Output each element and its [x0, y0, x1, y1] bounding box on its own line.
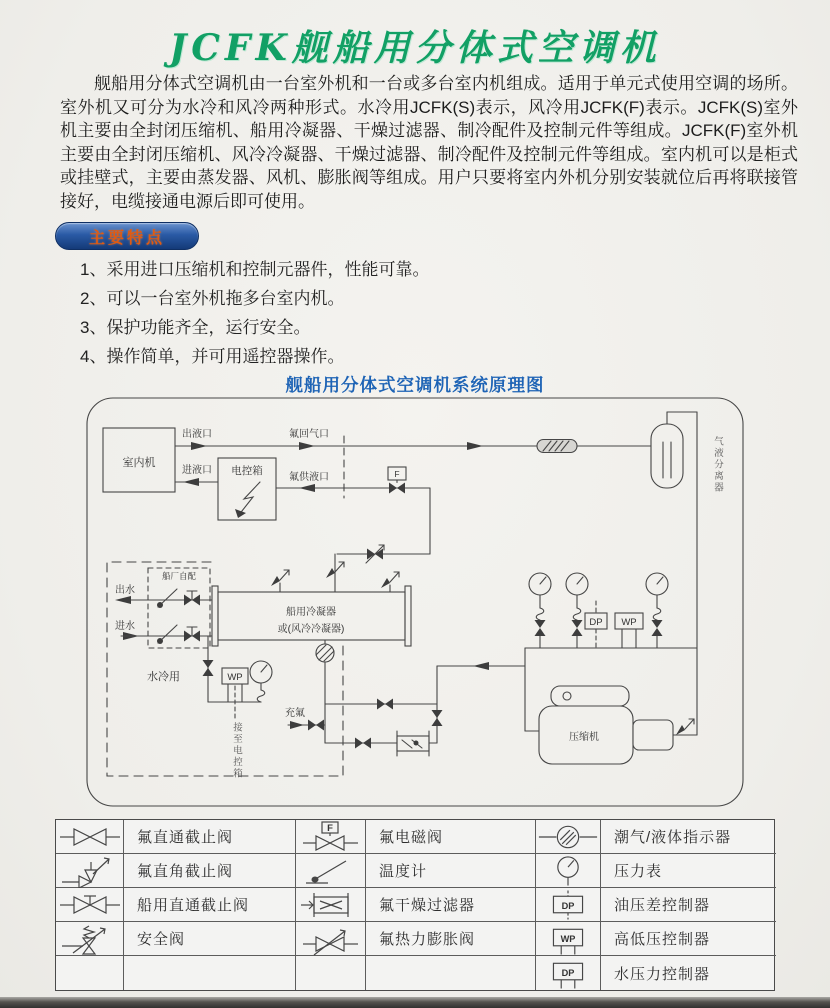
gas-liquid-separator-symbol — [651, 424, 683, 488]
water-pressure-controller-icon — [536, 956, 601, 990]
page-bottom-edge — [0, 997, 830, 1008]
svg-text:WP: WP — [227, 672, 243, 683]
feature-item: 3、保护功能齐全，运行安全。 — [80, 318, 311, 337]
filter-drier-symbol — [397, 731, 429, 756]
flow-arrow — [467, 442, 483, 450]
feature-item: 2、可以一台室外机拖多台室内机。 — [80, 289, 345, 308]
legend-label: 氟直通截止阀 — [124, 820, 296, 854]
oil-dp-controller-icon — [536, 888, 601, 922]
to-control-box-label: 接至电控箱 — [231, 722, 242, 780]
legend-label: 油压差控制器 — [601, 888, 776, 922]
compressor-symbol — [539, 686, 673, 764]
filter-drier-icon — [296, 888, 366, 922]
water-in-label: 进水 — [115, 621, 135, 632]
svg-text:DP: DP — [561, 900, 575, 911]
legend-label: 氟电磁阀 — [366, 820, 536, 854]
svg-text:DP: DP — [589, 617, 603, 628]
hl-pressure-controller-icon — [536, 922, 601, 956]
pressure-gauge-symbol — [566, 573, 588, 597]
legend-empty-cell — [124, 956, 296, 990]
flow-arrow — [299, 484, 315, 492]
stop-valve-symbol — [432, 710, 443, 726]
svg-text:DP: DP — [561, 967, 575, 978]
marine-stop-valve-symbol — [184, 591, 200, 606]
flow-arrow — [191, 442, 207, 450]
compressor-label: 压缩机 — [569, 732, 599, 743]
hl-pressure-controller-symbol — [615, 613, 643, 648]
pressure-gauge-icon — [536, 854, 601, 888]
legend-label: 潮气/液体指示器 — [601, 820, 776, 854]
marine-straight-stop-valve-icon — [56, 888, 124, 922]
safety-valve-icon — [56, 922, 124, 956]
svg-text:WP: WP — [560, 933, 576, 944]
legend-label: 安全阀 — [124, 922, 296, 956]
intro-paragraph: 舰船用分体式空调机由一台室外机和一台或多台室内机组成。适用于单元式使用空调的场所。室外机又可分为水冷和风冷两种形式。水冷用JCFK(S)表示，风冷用JCFK(F)表示。JCFK(S)室外机主要由全封闭压缩机、船用冷凝器、干燥过滤器、制冷配件及控制元件等组成。JCFK(F)室外机主要由全封闭压缩机、风冷冷凝器、干燥过滤器、制冷配件及控制元件等组成。室内机可以是柜式或挂壁式，主要由蒸发器、风机、膨胀阀等组成。用户只要将室内外机分别安装就位后再将联接管接好，电缆接通电源后即可使用。 — [60, 74, 798, 211]
liquid-out-label: 出液口 — [182, 429, 212, 440]
expansion-valve-symbol — [366, 545, 384, 563]
thermal-expansion-valve-icon — [296, 922, 366, 956]
water-cooled-label: 水冷用 — [147, 671, 180, 683]
legend-empty-cell — [296, 956, 366, 990]
stop-valve-symbol — [355, 738, 371, 749]
flow-arrow — [473, 662, 489, 670]
charge-valve-symbol — [308, 720, 324, 731]
stop-valve-symbol — [203, 660, 214, 676]
control-box-label: 电控箱 — [231, 465, 263, 477]
features-badge: 主要特点 — [55, 222, 199, 250]
solenoid-valve-symbol — [388, 467, 406, 494]
pressure-gauge-symbol — [646, 573, 668, 597]
moisture-liquid-indicator-icon — [536, 820, 601, 854]
legend-label: 氟热力膨胀阀 — [366, 922, 536, 956]
svg-text:WP: WP — [621, 617, 637, 628]
legend-empty-cell — [366, 956, 536, 990]
water-out-label: 出水 — [115, 585, 135, 596]
feature-item: 4、操作简单，并可用遥控器操作。 — [80, 347, 345, 366]
angle-valve-symbol — [676, 719, 694, 735]
system-schematic — [85, 396, 745, 809]
angle-stop-valve-icon — [56, 854, 124, 888]
legend-label: 温度计 — [366, 854, 536, 888]
flow-arrow — [183, 478, 199, 486]
legend-label: 船用直通截止阀 — [124, 888, 296, 922]
stop-valve-symbol — [652, 620, 663, 636]
sight-glass-symbol — [316, 644, 334, 662]
indoor-unit-label: 室内机 — [122, 457, 156, 469]
straight-stop-valve-icon — [56, 820, 124, 854]
svg-text:F: F — [326, 822, 333, 834]
thermometer-symbol — [157, 625, 177, 644]
legend-label: 高低压控制器 — [601, 922, 776, 956]
legend-label: 氟直角截止阀 — [124, 854, 296, 888]
pressure-gauge-symbol — [529, 573, 551, 597]
solenoid-valve-icon — [296, 820, 366, 854]
stop-valve-symbol — [572, 620, 583, 636]
diagram-title: 舰船用分体式空调机系统原理图 — [285, 375, 545, 395]
flow-arrow — [299, 442, 315, 450]
condenser-label-1: 船用冷凝器 — [286, 607, 336, 618]
stop-valve-symbol — [377, 699, 393, 710]
shipyard-label: 船厂自配 — [161, 571, 197, 581]
lightning-icon — [238, 482, 260, 516]
legend-table — [55, 819, 775, 991]
flow-arrow — [290, 721, 304, 729]
water-cooling-boundary — [107, 562, 343, 776]
schematic-svg — [85, 396, 745, 809]
legend-label: 水压力控制器 — [614, 965, 711, 983]
charge-label: 充氟 — [285, 708, 305, 719]
oil-dp-controller-symbol — [585, 601, 607, 648]
muffler-symbol — [537, 440, 577, 453]
flow-arrow — [115, 596, 131, 604]
liquid-supply-label: 氟供液口 — [289, 472, 329, 483]
feature-item: 1、采用进口压缩机和控制元器件，性能可靠。 — [80, 260, 430, 279]
solenoid-letter: F — [394, 469, 400, 479]
liquid-in-label: 进液口 — [182, 465, 212, 476]
gas-return-label: 氟回气口 — [289, 429, 329, 440]
page-title: JCFK舰船用分体式空调机 — [169, 27, 661, 69]
features-list — [80, 255, 429, 371]
legend-label: 压力表 — [601, 854, 776, 888]
pressure-gauge-symbol — [250, 661, 272, 685]
stop-valve-symbol — [535, 620, 546, 636]
legend-empty-cell — [56, 956, 124, 990]
thermometer-symbol — [157, 589, 177, 608]
condenser-label-2: 或(风冷冷凝器) — [277, 624, 345, 635]
marine-stop-valve-symbol — [184, 627, 200, 642]
legend-label: 氟干燥过滤器 — [366, 888, 536, 922]
separator-label: 气液分离器 — [712, 436, 723, 494]
thermometer-icon — [296, 854, 366, 888]
